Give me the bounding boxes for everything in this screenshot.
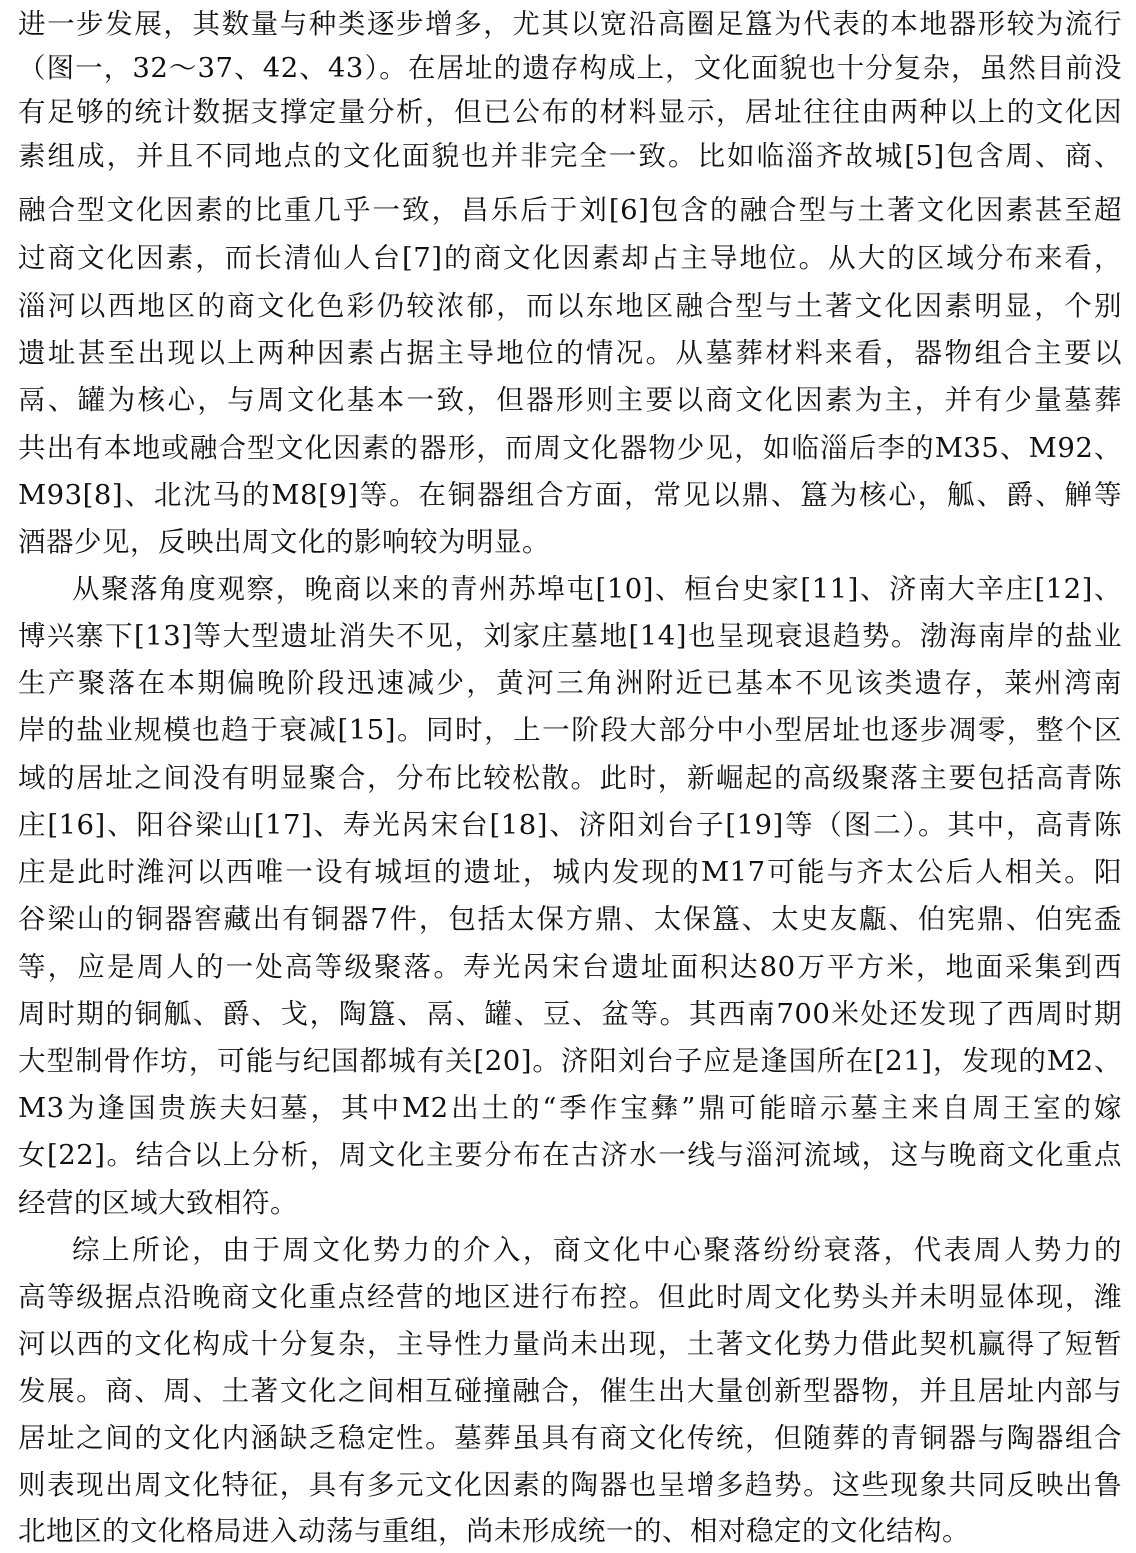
text-line: 庄是此时潍河以西唯一设有城垣的遗址，城内发现的M17可能与齐太公后人相关。阳 <box>18 856 1122 888</box>
text-line: 高等级据点沿晚商文化重点经营的地区进行布控。但此时周文化势头并未明显体现，潍 <box>18 1281 1122 1313</box>
text-line: 淄河以西地区的商文化色彩仍较浓郁，而以东地区融合型与土著文化因素明显，个别 <box>18 290 1122 322</box>
text-line: 经营的区域大致相符。 <box>18 1187 298 1219</box>
text-line: 融合型文化因素的比重几乎一致，昌乐后于刘[6]包含的融合型与土著文化因素甚至超 <box>18 194 1122 226</box>
text-line: 谷梁山的铜器窖藏出有铜器7件，包括太保方鼎、太保簋、太史友甗、伯宪鼎、伯宪盉 <box>18 903 1122 935</box>
text-line: 域的居址之间没有明显聚合，分布比较松散。此时，新崛起的高级聚落主要包括高青陈 <box>18 762 1122 794</box>
text-line: 居址之间的文化内涵缺乏稳定性。墓葬虽具有商文化传统，但随葬的青铜器与陶器组合 <box>18 1422 1122 1454</box>
text-line: 北地区的文化格局进入动荡与重组，尚未形成统一的、相对稳定的文化结构。 <box>18 1515 970 1547</box>
text-line: 从聚落角度观察，晚商以来的青州苏埠屯[10]、桓台史家[11]、济南大辛庄[12]、 <box>72 573 1122 605</box>
text-line: M93[8]、北沈马的M8[9]等。在铜器组合方面，常见以鼎、簋为核心，觚、爵、觯等 <box>18 479 1122 511</box>
text-line: 进一步发展，其数量与种类逐步增多，尤其以宽沿高圈足簋为代表的本地器形较为流行 <box>18 8 1122 40</box>
text-line: 岸的盐业规模也趋于衰减[15]。同时，上一阶段大部分中小型居址也逐步凋零，整个区 <box>18 714 1122 746</box>
text-line: 鬲、罐为核心，与周文化基本一致，但器形则主要以商文化因素为主，并有少量墓葬 <box>18 384 1122 416</box>
text-line: 博兴寨下[13]等大型遗址消失不见，刘家庄墓地[14]也呈现衰退趋势。渤海南岸的盐业 <box>18 620 1122 652</box>
text-line: 等，应是周人的一处高等级聚落。寿光呙宋台遗址面积达80万平方米，地面采集到西 <box>18 951 1122 983</box>
text-line: 大型制骨作坊，可能与纪国都城有关[20]。济阳刘台子应是逢国所在[21]，发现的M2、 <box>18 1045 1122 1077</box>
text-line: （图一，32～37、42、43）。在居址的遗存构成上，文化面貌也十分复杂，虽然目前没 <box>18 52 1122 84</box>
text-line: 酒器少见，反映出周文化的影响较为明显。 <box>18 526 550 558</box>
text-line: 周时期的铜觚、爵、戈，陶簋、鬲、罐、豆、盆等。其西南700米处还发现了西周时期 <box>18 998 1122 1030</box>
text-line: 生产聚落在本期偏晚阶段迅速减少，黄河三角洲附近已基本不见该类遗存，莱州湾南 <box>18 667 1122 699</box>
text-line: 发展。商、周、土著文化之间相互碰撞融合，催生出大量创新型器物，并且居址内部与 <box>18 1375 1122 1407</box>
text-line: 则表现出周文化特征，具有多元文化因素的陶器也呈增多趋势。这些现象共同反映出鲁 <box>18 1469 1122 1501</box>
text-line: 遗址甚至出现以上两种因素占据主导地位的情况。从墓葬材料来看，器物组合主要以 <box>18 337 1122 369</box>
text-line: 过商文化因素，而长清仙人台[7]的商文化因素却占主导地位。从大的区域分布来看， <box>18 242 1122 274</box>
text-line: 综上所论，由于周文化势力的介入，商文化中心聚落纷纷衰落，代表周人势力的 <box>72 1234 1122 1266</box>
text-line: 共出有本地或融合型文化因素的器形，而周文化器物少见，如临淄后李的M35、M92、 <box>18 432 1122 464</box>
text-line: 有足够的统计数据支撑定量分析，但已公布的材料显示，居址往往由两种以上的文化因 <box>18 96 1122 128</box>
text-line: 素组成，并且不同地点的文化面貌也并非完全一致。比如临淄齐故城[5]包含周、商、 <box>18 140 1122 172</box>
text-line: 庄[16]、阳谷梁山[17]、寿光呙宋台[18]、济阳刘台子[19]等（图二）。其中，高青陈 <box>18 809 1122 841</box>
text-line: M3为逢国贵族夫妇墓，其中M2出土的“季作宝彝”鼎可能暗示墓主来自周王室的嫁 <box>18 1092 1122 1124</box>
text-line: 河以西的文化构成十分复杂，主导性力量尚未出现，土著文化势力借此契机赢得了短暂 <box>18 1328 1122 1360</box>
text-line: 女[22]。结合以上分析，周文化主要分布在古济水一线与淄河流域，这与晚商文化重点 <box>18 1139 1122 1171</box>
